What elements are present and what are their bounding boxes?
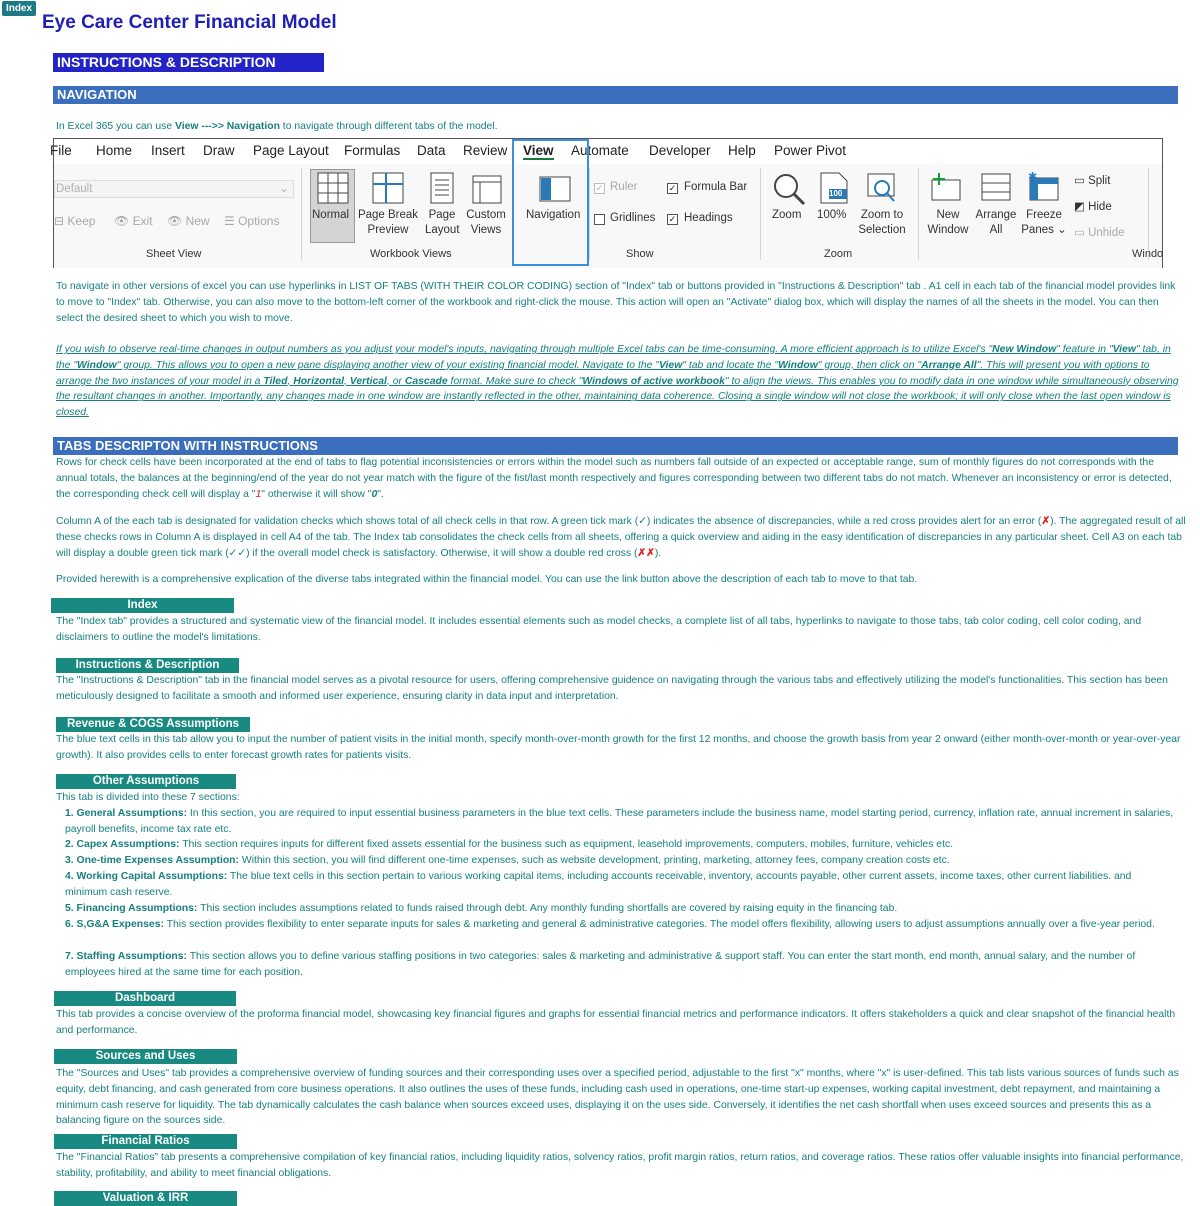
sheet-view-exit: 👁 Exit bbox=[114, 214, 153, 228]
group-label-show: Show bbox=[626, 248, 654, 260]
ribbon-navigation-label: Navigation bbox=[526, 209, 581, 221]
zoom-100-icon bbox=[819, 172, 849, 204]
menu-file: File bbox=[50, 143, 72, 158]
wb-view-custom: Custom Views bbox=[466, 209, 506, 236]
show-gridlines: Gridlines bbox=[610, 212, 656, 224]
navigation-header: NAVIGATION bbox=[53, 86, 1178, 104]
menu-formulas: Formulas bbox=[344, 143, 401, 158]
custom-views-icon bbox=[472, 172, 502, 204]
sheet-view-new: 👁 New bbox=[167, 214, 210, 228]
instructions-tab-button[interactable]: Instructions & Description bbox=[56, 658, 239, 673]
gridlines-checkbox bbox=[594, 214, 605, 225]
page-layout-icon bbox=[429, 172, 455, 204]
zoom-selection-label: Zoom to Selection bbox=[858, 209, 906, 236]
ruler-checkbox: ✓ bbox=[595, 183, 604, 193]
show-headings: Headings bbox=[684, 212, 733, 224]
sources-uses-description: The "Sources and Uses" tab provides a comprehensive overview of funding sources and their corresponding uses over a specified period, adjustable to the first "x" months, where "x" is user-defined. This tab lists various sources of funds such as equity, debt financing, and cash generated from core business operations. It also outlines the uses of these funds, including cash used in operations, one-time start-up expenses, working capital investment, debt repayment, and maintaining a minimum cash reserve for liquidity. The tab dynamically calculates the cash balance when sources exceed uses, displaying it on the uses side. Conversely, it identifies the net cash shortfall when uses exceed sources and presents this as a balancing figure on the sources side. bbox=[56, 1068, 1179, 1127]
ribbon-body bbox=[54, 164, 1162, 268]
window-unhide: ▭ Unhide bbox=[1074, 227, 1125, 239]
instructions-description: The "Instructions & Description" tab in the financial model serves as a pivotal resource for users, offering comprehensive guidence on navigating through the various tabs and effectively utilizing the model's functionalities. This section has been meticulously designed to facilitate a smooth and informed user experience, ensuring clarity in data input and interpretation. bbox=[56, 675, 1168, 702]
page-break-preview-icon bbox=[372, 172, 404, 204]
zoom-button-label: Zoom bbox=[772, 209, 802, 221]
formula-bar-checkbox: ✓ bbox=[668, 183, 677, 193]
tabs-description-header: TABS DESCRIPTON WITH INSTRUCTIONS bbox=[53, 437, 1178, 455]
ribbon-menu bbox=[50, 139, 1162, 163]
sheet-view-select: Default ⌄ bbox=[54, 180, 294, 198]
menu-data: Data bbox=[417, 143, 446, 158]
zoom-selection-icon bbox=[866, 172, 898, 204]
new-window-icon bbox=[930, 172, 964, 202]
tabs-para-3: Provided herewith is a comprehensive explication of the diverse tabs integrated within the financial model. You can use the link button above the description of each tab to move to that tab. bbox=[56, 574, 918, 585]
other-assumptions-intro: This tab is divided into these 7 sections: bbox=[56, 792, 240, 803]
menu-view: View bbox=[523, 143, 554, 158]
wb-view-page-layout: Page Layout bbox=[425, 209, 460, 236]
window-new-label: New Window bbox=[927, 209, 969, 236]
zoom-100-label: 100% bbox=[817, 209, 847, 221]
nav-para-3: If you wish to observe real-time changes in output numbers as you adjust your model's inputs, navigating through multiple Excel tabs can be time-consuming. A more efficient approach is to utilize Excel's "New Window" feature in "View" tab, in the "Window" group. This allows you to open a new pane displaying another view of your existing financial model. Navigate to the "View" tab and locate the "Window" group, then click on "Arrange All". This will present you with options to arrange the two instances of your model in a Tiled, Horizontal, Vertical, or Cascade format. Make sure to check "Windows of active workbook" to align the views. This enables you to modify data in one window while simultaneously observing the resultant changes in another. Importantly, any changes made in one window are instantly reflected in the other, maintaining data coherence. Closing a single window will not close the workbook; it will only close when the last open window is closed. bbox=[56, 344, 1179, 419]
zoom-magnifier-icon bbox=[772, 172, 806, 206]
sources-uses-tab-button[interactable]: Sources and Uses bbox=[54, 1049, 237, 1064]
svg-text:✱: ✱ bbox=[1028, 171, 1038, 183]
other-assumption-item-5: 5. Financing Assumptions: This section includes assumptions related to funds raised through debt. Any monthly funding shortfalls are covered by raising equity in the financing tab. bbox=[65, 903, 898, 914]
tabs-para-2: Column A of the each tab is designated for validation checks which shows total of all check cells in that row. A green tick mark (✓) indicates the absence of discrepancies, while a red cross provides alert for an error (✗). The aggregated result of all these checks rows in Column A is displayed in cell A4 of the tab. The Index tab consolidates the check cells from all sheets, offering a quick overview and aiding in the easy identification of discrepancies in any particular sheet. Cell A3 on each tab will display a double green tick mark (✓✓) if the overall model check is satisfactory. Otherwise, it will show a double red cross (✗✗). bbox=[56, 516, 1186, 559]
page-title: Eye Care Center Financial Model bbox=[42, 12, 337, 33]
other-assumption-item-2: 2. Capex Assumptions: This section requires inputs for different fixed assets essential for the business such as equipment, leasehold improvements, computers, mobiles, furniture, vehicles etc. bbox=[65, 839, 954, 850]
window-arrange-label: Arrange All bbox=[975, 209, 1017, 236]
nav-para-2: To navigate in other versions of excel you can use hyperlinks in LIST OF TABS (WITH THEIR COLOR CODING) section of "Index" tab or buttons provided in "Instructions & Description" tab . A1 cell in each tab of the financial model provides link to move to "Index" tab. Otherwise, you can also move to the bottom-left corner of the workbook and right-click the mouse. This action will open an "Activate" dialog box, which will display the names of all the sheets in the model. You can then select the desired sheet to which you wish to move. bbox=[56, 281, 1176, 324]
menu-automate: Automate bbox=[571, 143, 629, 158]
tabs-para-1: Rows for check cells have been incorporated at the end of tabs to flag potential inconsistencies or errors within the model such as numbers fall outside of an expected or acceptable range, sum of monthly figures do not corresponds with the annual totals, the balances at the beginning/end of the year do not year match with the figure of the fist/last month respectively and figures corresponding between two different tabs do not match. Whenever an inconsistency or error is detected, the corresponding check cell will display a "1" otherwise it will show "0". bbox=[56, 457, 1172, 500]
revenue-description: The blue text cells in this tab allow you to input the number of patient visits in the initial month, specify month-over-month growth for the first 12 months, and choose the growth basis from year 2 onward (either month-over-month or year-over-year growth). It also provides cells to enter forecast growth rates for patients visits. bbox=[56, 734, 1181, 761]
sheet-view-keep: ⊟ Keep bbox=[54, 214, 96, 228]
window-hide: ◩ Hide bbox=[1074, 201, 1112, 213]
menu-developer: Developer bbox=[649, 143, 711, 158]
dashboard-description: This tab provides a concise overview of the proforma financial model, showcasing key financial figures and graphs for essential financial metrics and performance indicators. It offers stakeholders a quick and clear snapshot of the financial health and performance. bbox=[56, 1009, 1176, 1036]
other-assumption-item-7: 7. Staffing Assumptions: This section allows you to define various staffing positions in two categories: sales & marketing and administrative & support staff. You can enter the start month, end month, annual salary, and the number of employees hired at the same time for each position. bbox=[65, 951, 1136, 978]
valuation-tab-button[interactable]: Valuation & IRR bbox=[54, 1191, 237, 1206]
other-assumption-item-3: 3. One-time Expenses Assumption: Within this section, you will find different one-time expenses, such as website development, printing, marketing, attorney fees, company creation costs etc. bbox=[65, 855, 950, 866]
sheet-view-options: ☰ Options bbox=[224, 214, 280, 228]
nav-intro: In Excel 365 you can use View --->> Navigation to navigate through different tabs of the model. bbox=[56, 121, 498, 132]
menu-page-layout: Page Layout bbox=[253, 143, 329, 158]
menu-insert: Insert bbox=[151, 143, 185, 158]
other-assumptions-tab-button[interactable]: Other Assumptions bbox=[56, 774, 236, 789]
menu-draw: Draw bbox=[203, 143, 235, 158]
window-split: ▭ Split bbox=[1074, 175, 1111, 187]
excel-ribbon-image bbox=[50, 138, 1164, 268]
zoom-100-icon-text: 100 bbox=[829, 189, 843, 198]
group-label-workbook-views: Workbook Views bbox=[370, 248, 452, 260]
other-assumption-item-4: 4. Working Capital Assumptions: The blue text cells in this section pertain to various working capital items, including accounts receivable, inventory, accounts payable, other current assets, income taxes, other current liabilities. and minimum cash reserve. bbox=[65, 871, 1132, 898]
group-label-sheet-view: Sheet View bbox=[146, 248, 202, 260]
show-ruler: Ruler bbox=[610, 181, 638, 193]
freeze-panes-icon bbox=[1026, 170, 1060, 202]
other-assumption-item-6: 6. S,G&A Expenses: This section provides flexibility to enter separate inputs for sales & marketing and general & administrative categories. The model offers flexibility, allowing users to adjust assumptions annually over a five-year period. bbox=[65, 919, 1155, 930]
menu-home: Home bbox=[96, 143, 133, 158]
group-label-zoom: Zoom bbox=[824, 248, 853, 260]
headings-checkbox: ✓ bbox=[668, 214, 677, 224]
menu-power-pivot: Power Pivot bbox=[774, 143, 847, 158]
dashboard-tab-button[interactable]: Dashboard bbox=[54, 991, 236, 1006]
menu-review: Review bbox=[463, 143, 508, 158]
index-description: The "Index tab" provides a structured and systematic view of the financial model. It includes essential elements such as model checks, a complete list of all tabs, hyperlinks to navigate to those tabs, tab color coding, cell color coding, and disclaimers to outline the model's limitations. bbox=[56, 616, 1142, 643]
instructions-header: INSTRUCTIONS & DESCRIPTION bbox=[53, 53, 324, 72]
revenue-tab-button[interactable]: Revenue & COGS Assumptions bbox=[56, 717, 250, 732]
normal-view-icon bbox=[317, 172, 349, 204]
index-tab-button[interactable]: Index bbox=[51, 598, 234, 613]
show-formula-bar: Formula Bar bbox=[684, 181, 748, 193]
group-label-window: Windo bbox=[1132, 248, 1164, 260]
menu-help: Help bbox=[728, 143, 756, 158]
arrange-all-icon bbox=[980, 172, 1012, 202]
window-freeze-label: Freeze Panes ⌄ bbox=[1021, 209, 1067, 236]
index-link-button[interactable]: Index bbox=[2, 1, 36, 16]
wb-view-page-break: Page Break Preview bbox=[357, 209, 419, 236]
financial-ratios-description: The "Financial Ratios" tab presents a comprehensive compilation of key financial ratios, including liquidity ratios, solvency ratios, profit margin ratios, return ratios, and coverage ratios. These ratios offer valuable insights into financial performance, stability, profitability, and ability to meet financial obligations. bbox=[56, 1152, 1184, 1179]
other-assumption-item-1: 1. General Assumptions: In this section, you are required to input essential business parameters in the blue text cells. These parameters include the business name, model starting period, currency, inflation rate, annual increment in salaries, payroll benefits, income tax rate etc. bbox=[65, 808, 1174, 835]
financial-ratios-tab-button[interactable]: Financial Ratios bbox=[54, 1134, 237, 1149]
navigation-highlight-box bbox=[512, 139, 589, 266]
wb-view-normal: Normal bbox=[312, 209, 350, 221]
